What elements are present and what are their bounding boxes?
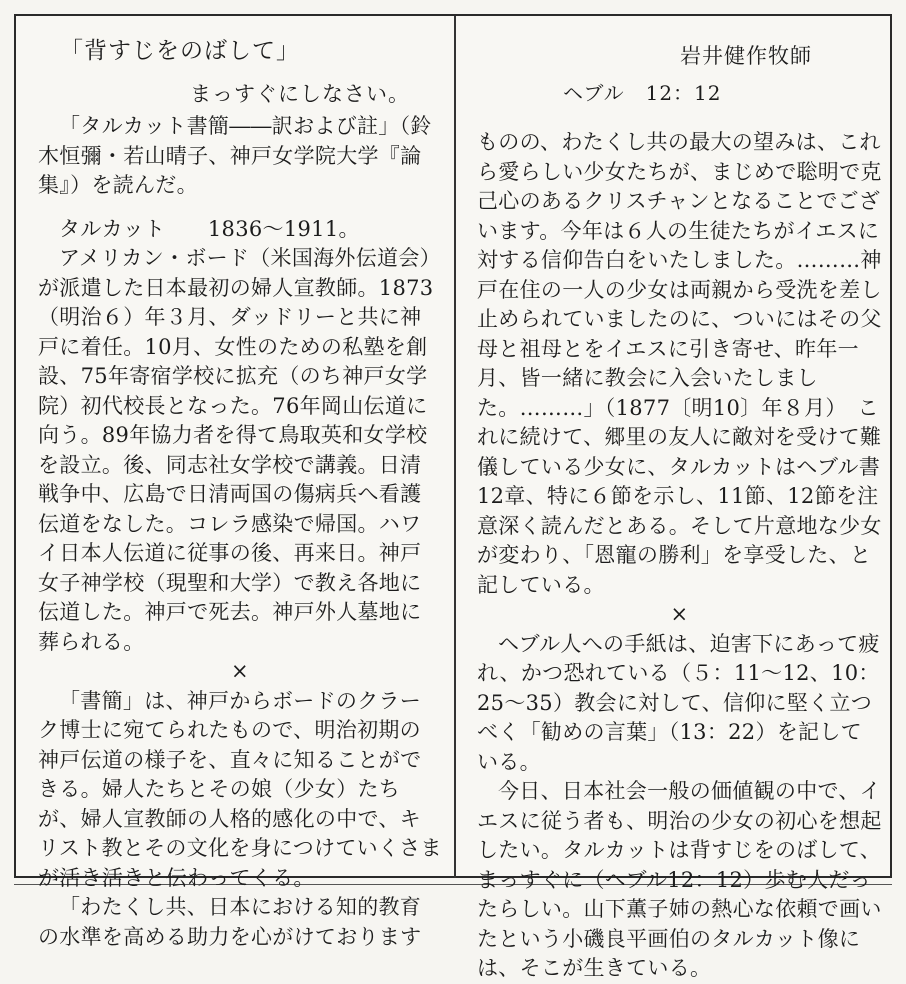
right-paragraph-1: ものの、わたくし共の最大の望みは、これら愛らしい少女たちが、まじめで聡明で克己心のあるクリスチャンとなることでございます。今年は６人の生徒たちがイエスに対する信仰告白をいたしました。………神戸在住の一人の少女は両親から受洗を差し止められていましたのに、ついにはその父母と祖母とをイエスに引き寄せ、昨年一月、皆一緒に教会に入会いたしました。………」（1877〔明10〕年８月） これに続けて、郷里の友人に敵対を受けて難儀している少女に、タルカットはヘブル書12章、特に６節を示し、11節、12節を注意深く読んだとある。そして片意地な少女が変わり、「恩寵の勝利」を享受した、と記している。 [477, 130, 882, 597]
author-name: 岩井健作牧師 [680, 44, 812, 68]
section-separator: × [231, 659, 249, 683]
left-paragraph-2: タルカット 1836～1911。 [59, 216, 360, 241]
column-divider [454, 16, 456, 878]
left-paragraph-5: 「わたくし共、日本における知的教育の水準を高める助力を心がけております [38, 895, 422, 949]
right-paragraph-2: ヘブル人への手紙は、迫害下にあって疲れ、かつ恐れている（５：11～12、10：25～35）教会に対して、信仰に堅く立つべく「勧めの言葉」（13：22）を記している。 [477, 631, 880, 774]
article-title: 「背すじをのばして」 [60, 38, 300, 64]
left-paragraph-4: 「書簡」は、神戸からボードのクラーク博士に宛てられたもので、明治初期の神戸伝道の様子を、直々に知ることができる。婦人たちとその娘（少女）たちが、婦人宣教師の人格的感化の中で、キリスト教とその文化を身につけていくさまが活き活きと伝わってくる。 [38, 688, 442, 890]
left-paragraph-3: アメリカン・ボード（米国海外伝道会）が派遣した日本最初の婦人宣教師。1873（明治６）年３月、ダッドリーと共に神戸に着任。10月、女性のための私塾を創設、75年寄宿学校に拡充（のち神戸女学院）初代校長となった。76年岡山伝道に向う。89年協力者を得て鳥取英和女学校を設立。後、同志社女学校で講義。日清戦争中、広島で日清両国の傷病兵へ看護伝道をなした。コレラ感染で帰国。ハワイ日本人伝道に従事の後、再来日。神戸女子神学校（現聖和大学）で教え各地に伝道した。神戸で死去。神戸外人墓地に葬られる。 [38, 246, 441, 654]
right-column [477, 128, 882, 984]
article-subtitle: まっすぐにしなさい。 [190, 82, 410, 106]
left-paragraph-1: 「タルカット書簡――訳および註」（鈴木恒彌・若山晴子、神戸女学院大学『論集』）を読んだ。 [38, 114, 432, 197]
verse-reference: ヘブル 12：12 [563, 81, 722, 105]
left-column [38, 112, 442, 952]
right-paragraph-3: 今日、日本社会一般の価値観の中で、イエスに従う者も、明治の少女の初心を想起したい。タルカットは背すじをのばして、まっすぐに（ヘブル12：12）歩む人だったらしい。山下薫子姉の熱心な依頼で画いたという小磯良平画伯のタルカット像には、そこが生きている。 [477, 779, 882, 980]
section-separator: × [670, 602, 689, 626]
